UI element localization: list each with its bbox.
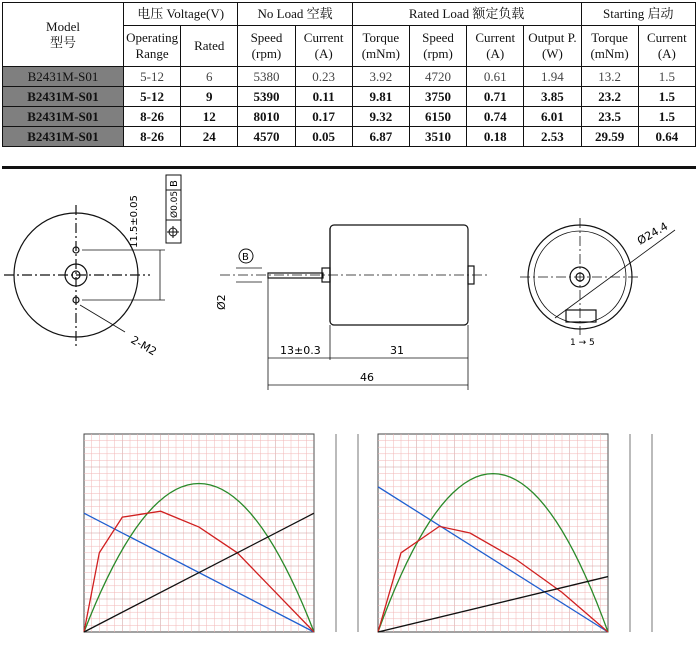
pins-label: 1 → 5 bbox=[570, 338, 595, 348]
cell-output: 1.94 bbox=[524, 67, 581, 87]
cell-model: B2431M-S01 bbox=[3, 87, 124, 107]
cell-current: 0.61 bbox=[467, 67, 524, 87]
tolerance-label: Ø0.05 bbox=[170, 190, 180, 218]
front-view-left bbox=[4, 205, 165, 348]
sub-header: Speed (rpm) bbox=[409, 26, 466, 67]
cell-torque: 9.81 bbox=[352, 87, 409, 107]
table-row bbox=[3, 107, 696, 127]
performance-chart-2 bbox=[366, 422, 666, 650]
sub-header: Output P. (W) bbox=[524, 26, 581, 67]
body-len-label: 31 bbox=[390, 344, 404, 357]
cell-nl_speed: 4570 bbox=[238, 127, 295, 147]
sub-header: Current (A) bbox=[295, 26, 352, 67]
cell-st_current: 0.64 bbox=[638, 127, 695, 147]
voltage-group-header: 电压 Voltage(V) bbox=[124, 3, 238, 26]
cell-nl_speed: 5380 bbox=[238, 67, 295, 87]
cell-range: 8-26 bbox=[124, 127, 181, 147]
cell-st_torque: 13.2 bbox=[581, 67, 638, 87]
cell-current: 0.18 bbox=[467, 127, 524, 147]
cell-rated: 24 bbox=[181, 127, 238, 147]
cell-rated: 6 bbox=[181, 67, 238, 87]
cell-rated: 12 bbox=[181, 107, 238, 127]
cell-current: 0.71 bbox=[467, 87, 524, 107]
shaft-dia-label: Ø2 bbox=[215, 294, 228, 310]
cell-st_current: 1.5 bbox=[638, 107, 695, 127]
cell-speed: 3510 bbox=[409, 127, 466, 147]
cell-output: 2.53 bbox=[524, 127, 581, 147]
cell-output: 3.85 bbox=[524, 87, 581, 107]
table-row bbox=[3, 67, 696, 87]
cell-speed: 6150 bbox=[409, 107, 466, 127]
cell-nl_speed: 5390 bbox=[238, 87, 295, 107]
dim-height-label: 11.5±0.05 bbox=[129, 195, 140, 248]
sub-header: Speed (rpm) bbox=[238, 26, 295, 67]
cell-st_torque: 23.5 bbox=[581, 107, 638, 127]
noload-group-header: No Load 空载 bbox=[238, 3, 352, 26]
cell-current: 0.74 bbox=[467, 107, 524, 127]
cell-rated: 9 bbox=[181, 87, 238, 107]
cell-nl_current: 0.05 bbox=[295, 127, 352, 147]
cell-st_current: 1.5 bbox=[638, 87, 695, 107]
model-header: Model 型号 bbox=[3, 3, 124, 67]
cell-model: B2431M-S01 bbox=[3, 107, 124, 127]
cell-st_torque: 29.59 bbox=[581, 127, 638, 147]
cell-range: 5-12 bbox=[124, 87, 181, 107]
cell-model: B2431M-S01 bbox=[3, 127, 124, 147]
sub-header: Current (A) bbox=[638, 26, 695, 67]
table-row bbox=[3, 87, 696, 107]
side-datum-label: B bbox=[242, 252, 249, 263]
shaft-len-label: 13±0.3 bbox=[280, 344, 321, 357]
sub-header: Rated bbox=[181, 26, 238, 67]
sub-header: Operating Range bbox=[124, 26, 181, 67]
cell-nl_current: 0.17 bbox=[295, 107, 352, 127]
sub-header: Current (A) bbox=[467, 26, 524, 67]
datum-label: B bbox=[169, 180, 180, 187]
sub-header: Torque (mNm) bbox=[581, 26, 638, 67]
tolerance-symbol-icon bbox=[167, 226, 179, 238]
performance-chart-1 bbox=[72, 422, 372, 650]
cell-st_current: 1.5 bbox=[638, 67, 695, 87]
sub-header: Torque (mNm) bbox=[352, 26, 409, 67]
cell-output: 6.01 bbox=[524, 107, 581, 127]
cell-speed: 4720 bbox=[409, 67, 466, 87]
cell-torque: 6.87 bbox=[352, 127, 409, 147]
holes-label: 2-M2 bbox=[128, 333, 159, 359]
cell-torque: 3.92 bbox=[352, 67, 409, 87]
cell-speed: 3750 bbox=[409, 87, 466, 107]
spec-table bbox=[2, 2, 696, 147]
cell-nl_speed: 8010 bbox=[238, 107, 295, 127]
cell-nl_current: 0.11 bbox=[295, 87, 352, 107]
cell-range: 5-12 bbox=[124, 67, 181, 87]
starting-group-header: Starting 启动 bbox=[581, 3, 696, 26]
cell-torque: 9.32 bbox=[352, 107, 409, 127]
cell-st_torque: 23.2 bbox=[581, 87, 638, 107]
rated-group-header: Rated Load 额定负载 bbox=[352, 3, 581, 26]
cell-model: B2431M-S01 bbox=[3, 67, 124, 87]
table-bottom-rule bbox=[2, 166, 696, 169]
total-len-label: 46 bbox=[360, 371, 374, 384]
table-row bbox=[3, 127, 696, 147]
body-dia-label: Ø24.4 bbox=[635, 219, 671, 248]
cell-nl_current: 0.23 bbox=[295, 67, 352, 87]
side-view bbox=[220, 225, 490, 390]
motor-dimension-drawing bbox=[0, 170, 698, 410]
cell-range: 8-26 bbox=[124, 107, 181, 127]
